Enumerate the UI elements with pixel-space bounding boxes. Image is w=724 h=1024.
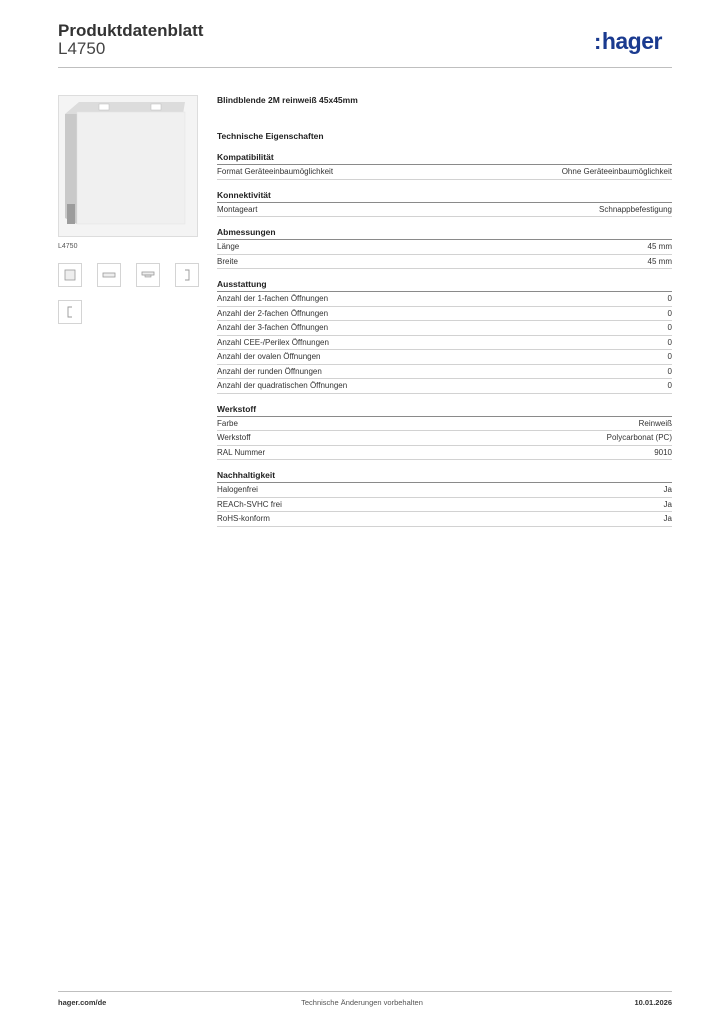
section-title: Konnektivität [217,190,672,203]
spec-row [217,431,672,446]
logo-dots: : [594,29,601,54]
spec-label: Montageart [217,204,258,214]
spec-label: Länge [217,242,240,251]
spec-label: Anzahl der runden Öffnungen [217,366,322,376]
spec-value: Polycarbonat (PC) [606,433,672,442]
spec-section [217,470,672,527]
thumbnail-side-left-icon [59,301,81,323]
spec-row [217,512,672,527]
spec-label: Werkstoff [217,433,251,442]
spec-row [217,350,672,365]
header-divider [58,67,672,68]
thumbnail-top-icon [98,264,120,286]
spec-label: Breite [217,256,238,266]
spec-row [217,498,672,513]
hager-logo [594,28,662,55]
spec-value: Schnappbefestigung [599,204,672,214]
spec-row [217,203,672,218]
thumbnail-bottom-icon [137,264,159,286]
product-code: L4750 [58,39,106,58]
spec-value: 0 [667,366,672,376]
spec-label: Anzahl der 1-fachen Öffnungen [217,294,329,303]
spec-value: Ohne Geräteeinbaumöglichkeit [561,167,672,176]
spec-value: Reinweiß [638,418,672,428]
thumbnail-front[interactable] [58,263,82,287]
thumbnail-side-right-icon [176,264,198,286]
spec-value: 0 [667,337,672,347]
thumbnail-side-left[interactable] [58,300,82,324]
product-image [58,95,198,237]
spec-row [217,446,672,461]
spec-row [217,165,672,180]
spec-row [217,240,672,255]
section-title: Ausstattung [217,279,672,292]
spec-row [217,307,672,322]
spec-label: RAL Nummer [217,447,266,457]
thumbnail-top[interactable] [97,263,121,287]
spec-row [217,255,672,270]
spec-row [217,321,672,336]
spec-value: Ja [663,499,672,509]
footer-date: 10.01.2026 [634,998,672,1007]
spec-value: 0 [667,381,672,390]
footer-website: hager.com/de [58,998,107,1007]
thumbnail-bottom[interactable] [136,263,160,287]
spec-section [217,227,672,269]
footer-divider [58,991,672,992]
technical-properties-heading: Technische Eigenschaften [217,131,324,141]
spec-label: RoHS-konform [217,514,270,523]
spec-label: REACh-SVHC frei [217,499,282,509]
spec-row [217,483,672,498]
spec-section [217,190,672,218]
spec-row [217,336,672,351]
spec-section [217,279,672,394]
spec-label: Anzahl der 2-fachen Öffnungen [217,308,329,318]
thumbnail-front-icon [59,264,81,286]
spec-label: Anzahl der ovalen Öffnungen [217,352,321,361]
spec-value: 0 [667,352,672,361]
section-title: Abmessungen [217,227,672,240]
spec-section [217,404,672,461]
section-title: Werkstoff [217,404,672,417]
spec-label: Anzahl der quadratischen Öffnungen [217,381,348,390]
spec-value: 9010 [654,447,672,457]
specification-panel [217,95,672,537]
spec-value: 45 mm [647,256,672,266]
spec-label: Format Geräteeinbaumöglichkeit [217,167,334,176]
spec-sections [217,152,672,527]
section-title: Kompatibilität [217,152,672,165]
spec-label: Anzahl der 3-fachen Öffnungen [217,323,329,332]
spec-value: 0 [667,294,672,303]
section-title: Nachhaltigkeit [217,470,672,483]
blank-plate-illustration [59,96,197,236]
footer-notice: Technische Änderungen vorbehalten [301,998,423,1007]
spec-value: 45 mm [647,242,672,251]
spec-row [217,292,672,307]
image-caption: L4750 [58,243,78,250]
thumbnail-side-right[interactable] [175,263,199,287]
product-name: Blindblende 2M reinweiß 45x45mm [217,95,358,105]
spec-value: Ja [663,485,672,494]
spec-value: 0 [667,323,672,332]
spec-section [217,152,672,180]
spec-label: Halogenfrei [217,485,258,494]
spec-value: Ja [663,514,672,523]
spec-label: Anzahl CEE-/Perilex Öffnungen [217,337,329,347]
spec-label: Farbe [217,418,238,428]
logo-text: hager [601,28,662,54]
spec-row [217,379,672,394]
spec-value: 0 [667,308,672,318]
spec-row [217,365,672,380]
document-title: Produktdatenblatt [58,21,204,40]
spec-row [217,417,672,432]
